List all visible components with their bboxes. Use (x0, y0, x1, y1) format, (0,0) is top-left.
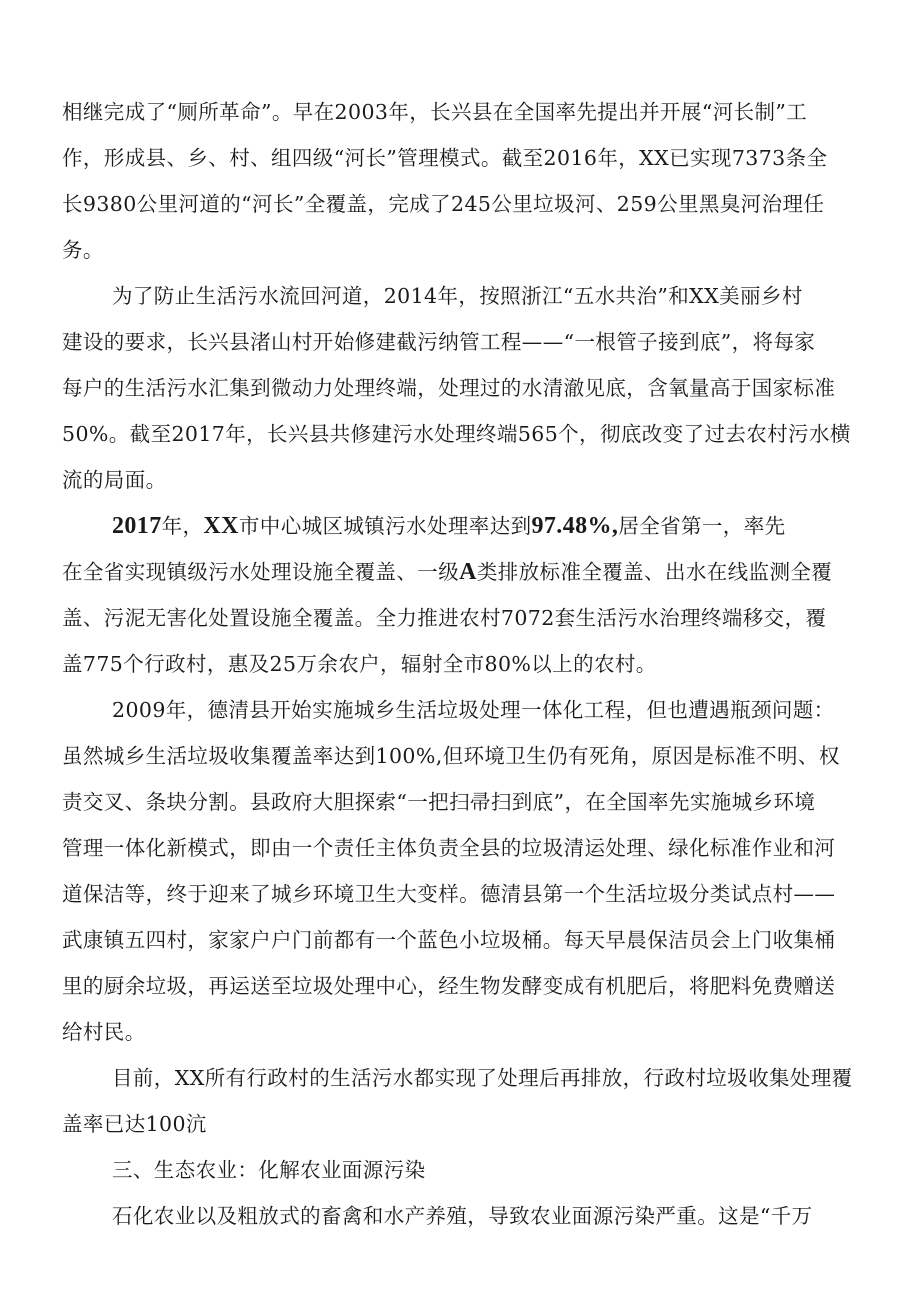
text-line: 石化农业以及粗放式的畜禽和水产养殖，导致农业面源污染严重。这是“千万 (112, 1204, 813, 1228)
text-line: 相继完成了“厕所革命”。早在2003年，长兴县在全国率先提出并开展“河长制”工 (62, 100, 808, 124)
text-line: 务。 (62, 238, 104, 262)
section-heading: 三、生态农业：化解农业面源污染 (112, 1158, 426, 1182)
text-line: 道保洁等，终于迎来了城乡环境卫生大变样。德清县第一个生活垃圾分类试点村—— (62, 882, 836, 906)
text-line: 50%。截至2017年，长兴县共修建污水处理终端565个，彻底改变了过去农村污水横 (62, 422, 851, 446)
text-line: 2009年，德清县开始实施城乡生活垃圾处理一体化工程，但也遭遇瓶颈问题： (112, 698, 835, 722)
text-line: 作，形成县、乡、村、组四级“河长”管理模式。截至2016年，XX已实现7373条全 (62, 146, 828, 170)
bold-text: 2017 (112, 513, 162, 539)
text-line (112, 512, 786, 540)
text-line: 目前，XX所有行政村的生活污水都实现了处理后再排放，行政村垃圾收集处理覆 (112, 1066, 853, 1090)
inline-text: 居全省第一，率先 (618, 514, 786, 538)
text-line (62, 558, 832, 586)
bold-text: XX (203, 513, 239, 539)
text-line: 建设的要求，长兴县渚山村开始修建截污纳管工程——“一根管子接到底”，将每家 (62, 330, 816, 354)
text-line: 为了防止生活污水流回河道，2014年，按照浙江“五水共治”和XX美丽乡村 (112, 284, 803, 308)
text-line: 给村民。 (62, 1020, 146, 1044)
inline-text: 类排放标准全覆盖、出水在线监测全覆 (476, 560, 833, 584)
inline-text: 年， (161, 514, 204, 538)
text-line: 盖、污泥无害化处置设施全覆盖。全力推进农村7072套生活污水治理终端移交，覆 (62, 606, 827, 630)
inline-text: 市中心城区城镇污水处理率达到 (238, 514, 532, 538)
text-line: 盖率已达100沆 (62, 1112, 207, 1136)
text-line: 盖775个行政村，惠及25万余农户，辐射全市80%以上的农村。 (62, 652, 657, 676)
text-line: 长9380公里河道的“河长”全覆盖，完成了245公里垃圾河、259公里黑臭河治理任 (62, 192, 825, 216)
inline-text: 在全省实现镇级污水处理设施全覆盖、一级 (62, 560, 460, 584)
text-line: 管理一体化新模式，即由一个责任主体负责全县的垃圾清运处理、绿化标准作业和河 (62, 836, 836, 860)
text-line: 每户的生活污水汇集到微动力处理终端，处理过的水清澈见底，含氧量高于国家标准 (62, 376, 836, 400)
text-line: 武康镇五四村，家家户户门前都有一个蓝色小垃圾桶。每天早晨保洁员会上门收集桶 (62, 928, 836, 952)
text-line: 流的局面。 (62, 468, 167, 492)
text-line: 责交叉、条块分割。县政府大胆探索“一把扫帚扫到底”，在全国率先实施城乡环境 (62, 790, 816, 814)
text-line: 虽然城乡生活垃圾收集覆盖率达到100%,但环境卫生仍有死角，原因是标准不明、权 (62, 744, 840, 768)
text-line: 里的厨余垃圾，再运送至垃圾处理中心，经生物发酵变成有机肥后，将肥料免费赠送 (62, 974, 836, 998)
bold-text: 97.48%, (531, 513, 619, 539)
bold-text: A (459, 559, 477, 585)
